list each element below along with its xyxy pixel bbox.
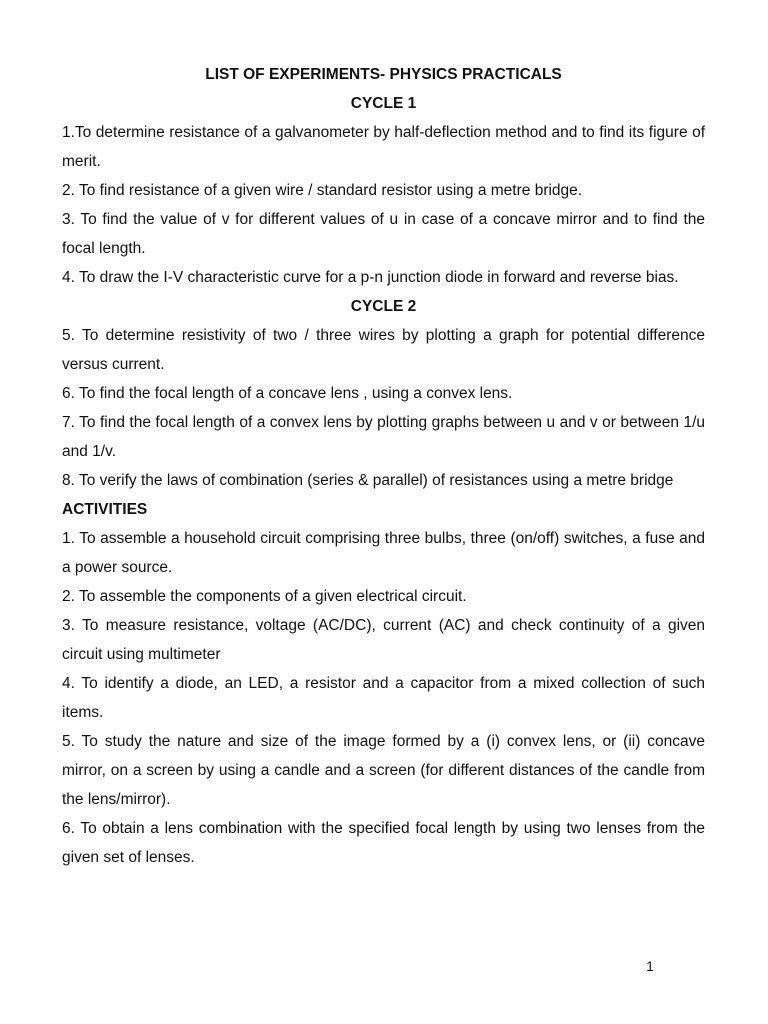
cycle-2-item-5: 5. To determine resistivity of two / three wires by plotting a graph for potential difference versus current. [62,327,705,373]
cycle-2-heading: CYCLE 2 [350,298,417,315]
activity-item-2: 2. To assemble the components of a given electrical circuit. [62,588,467,605]
activity-item-3: 3. To measure resistance, voltage (AC/DC), current (AC) and check continuity of a given circuit using multimeter [62,617,705,663]
page-number: 1 [646,958,654,974]
document-title: LIST OF EXPERIMENTS- PHYSICS PRACTICALS [205,66,562,83]
cycle-1-item-1: 1.To determine resistance of a galvanometer by half-deflection method and to find its figure of merit. [62,124,705,170]
activity-item-6: 6. To obtain a lens combination with the specified focal length by using two lenses from the given set of lenses. [62,820,705,866]
cycle-1-heading: CYCLE 1 [350,95,417,112]
activity-item-4: 4. To identify a diode, an LED, a resistor and a capacitor from a mixed collection of such items. [62,675,705,721]
cycle-2-item-8: 8. To verify the laws of combination (series & parallel) of resistances using a metre bridge [62,472,674,489]
activity-item-1: 1. To assemble a household circuit comprising three bulbs, three (on/off) switches, a fuse and a power source. [62,530,705,576]
cycle-2-item-7: 7. To find the focal length of a convex lens by plotting graphs between u and v or between 1/u and 1/v. [62,414,705,460]
cycle-1-item-4: 4. To draw the I-V characteristic curve for a p-n junction diode in forward and reverse bias. [62,269,679,286]
activity-item-5: 5. To study the nature and size of the image formed by a (i) convex lens, or (ii) concave mirror, on a screen by using a candle and a screen (for different distances of the candle from the lens/mirror). [62,733,705,808]
activities-heading: ACTIVITIES [62,501,148,518]
cycle-1-item-3: 3. To find the value of v for different values of u in case of a concave mirror and to find the focal length. [62,211,705,257]
document-page [62,60,705,872]
cycle-1-item-2: 2. To find resistance of a given wire / standard resistor using a metre bridge. [62,182,583,199]
cycle-2-item-6: 6. To find the focal length of a concave lens , using a convex lens. [62,385,513,402]
